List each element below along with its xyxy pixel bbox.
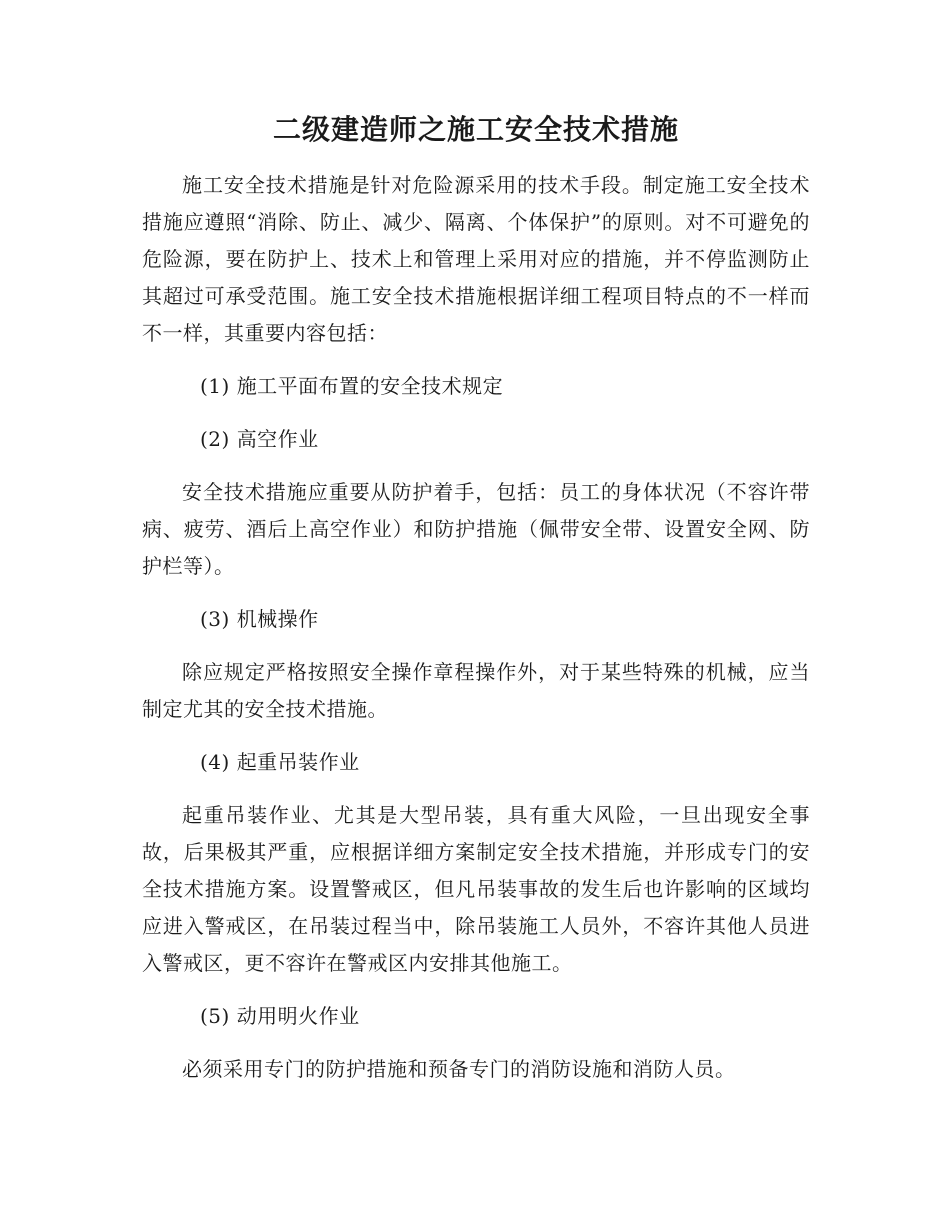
- item-heading-2: (2) 高空作业: [200, 427, 319, 451]
- intro-paragraph: 施工安全技术措施是针对危险源采用的技术手段。制定施工安全技术措施应遵照“消除、防止、减少、隔离、个体保护”的原则。对不可避免的危险源，要在防护上、技术上和管理上采用对应的措施，并不停监测防止其超过可承受范围。施工安全技术措施根据详细工程项目特点的不一样而不一样，其重要内容包括：: [142, 173, 810, 345]
- item-body-2: 安全技术措施应重要从防护着手，包括：员工的身体状况（不容许带病、疲劳、酒后上高空作业）和防护措施（佩带安全带、设置安全网、防护栏等）。: [142, 480, 810, 578]
- item-heading-5: (5) 动用明火作业: [200, 1004, 360, 1028]
- document-title: 二级建造师之施工安全技术措施: [272, 113, 679, 146]
- item-body-5: 必须采用专门的防护措施和预备专门的消防设施和消防人员。: [182, 1057, 736, 1081]
- item-body-3: 除应规定严格按照安全操作章程操作外，对于某些特殊的机械，应当制定尤其的安全技术措施。: [142, 660, 810, 721]
- item-body-4: 起重吊装作业、尤其是大型吊装，具有重大风险，一旦出现安全事故，后果极其严重，应根据详细方案制定安全技术措施，并形成专门的安全技术措施方案。设置警戒区，但凡吊装事故的发生后也许影响的区域均应进入警戒区，在吊装过程当中，除吊装施工人员外，不容许其他人员进入警戒区，更不容许在警戒区内安排其他施工。: [142, 803, 810, 975]
- item-heading-3: (3) 机械操作: [200, 607, 319, 631]
- item-heading-1: (1) 施工平面布置的安全技术规定: [200, 374, 504, 398]
- item-heading-4: (4) 起重吊装作业: [200, 750, 360, 774]
